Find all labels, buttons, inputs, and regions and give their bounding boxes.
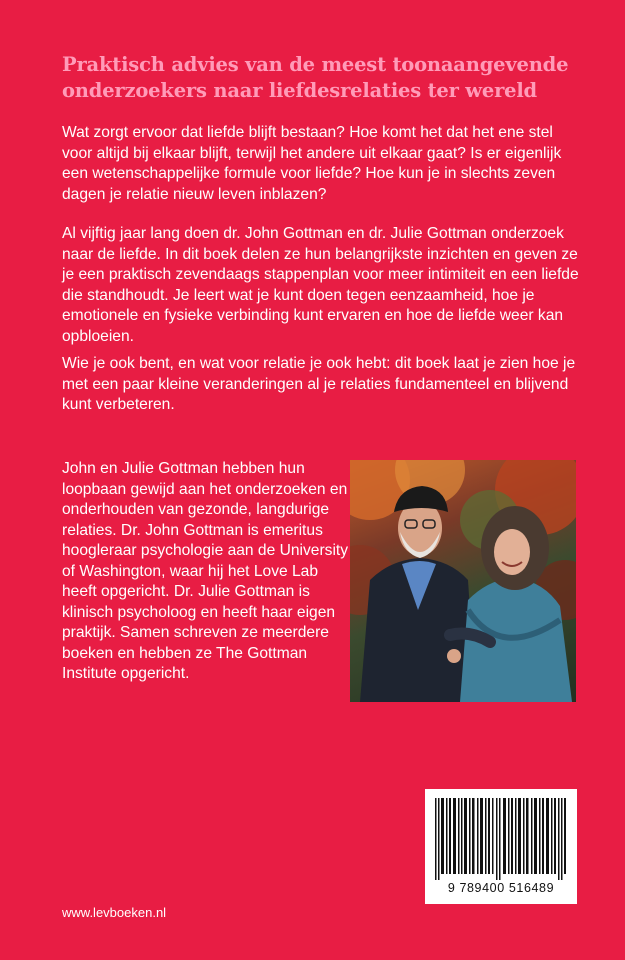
author-photo xyxy=(350,460,576,702)
isbn-barcode xyxy=(425,789,577,904)
headline: Praktisch advies van de meest toonaangevende onderzoekers naar liefdesrelaties ter wereld xyxy=(62,53,569,102)
isbn-number: 9 789400 516489 xyxy=(447,881,555,895)
closing-paragraph: Wie je ook bent, en wat voor relatie je ook hebt: dit boek laat je zien hoe je met een paar kleine veranderingen al je relaties fundamenteel en blijvend kunt verbeteren. xyxy=(62,355,576,413)
publisher-website[interactable]: www.levboeken.nl xyxy=(62,905,167,920)
intro-paragraph: Wat zorgt ervoor dat liefde blijft bestaan? Hoe komt het dat het ene stel voor altijd bij elkaar blijft, terwijl het andere uit elkaar gaat? Is er eigenlijk een wetenschappelijke formule voor liefde? Hoe kun je in slechts zeven dagen je relatie nieuw leven inblazen? xyxy=(62,124,562,203)
barcode-icon xyxy=(435,798,567,880)
description-paragraph: Al vijftig jaar lang doen dr. John Gottman en dr. Julie Gottman onderzoek naar de liefde. In dit boek delen ze hun belangrijkste inzichten en geven ze je een praktisch zevendaags stappenplan voor meer intimiteit en een liefde die standhoudt. Je leert wat je kunt doen tegen eenzaamheid, hoe je emotionele en fysieke verbinding kunt ervaren en hoe de liefde weer kan opbloeien. xyxy=(62,225,579,345)
author-bio: John en Julie Gottman hebben hun loopbaan gewijd aan het onderzoeken en onderhouden van gezonde, langdurige relaties. Dr. John Gottman is emeritus hoogleraar psychologie aan de University of Washington, waar hij het Love Lab heeft opgericht. Dr. Julie Gottman is klinisch psycholoog en heeft haar eigen praktijk. Samen schreven ze meerdere boeken en hebben ze The Gottman Institute opgericht. xyxy=(62,460,349,682)
